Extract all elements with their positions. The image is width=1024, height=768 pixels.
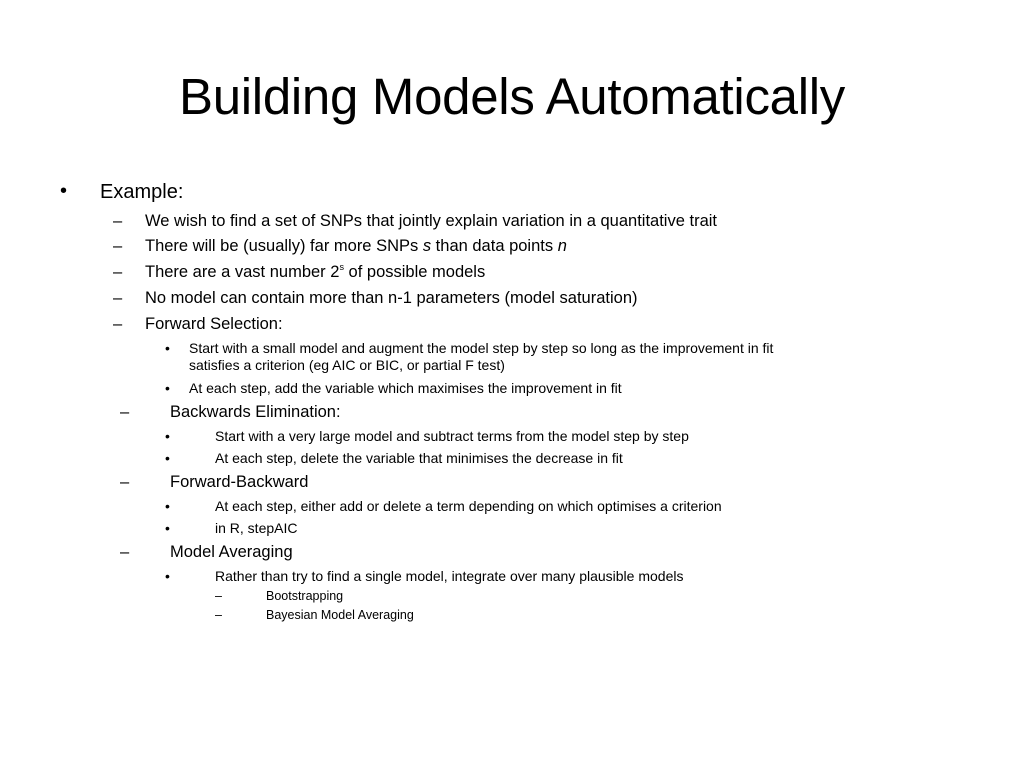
item-fs-each: At each step, add the variable which maximises the improvement in fit bbox=[189, 380, 622, 396]
item-be-start: Start with a very large model and subtract terms from the model step by step bbox=[215, 428, 689, 444]
dash-marker: – bbox=[113, 263, 123, 281]
item-be-each: At each step, delete the variable that minimises the decrease in fit bbox=[215, 450, 623, 466]
variable-n: n bbox=[557, 237, 567, 255]
bullet-marker: • bbox=[165, 450, 170, 466]
text-segment: than data points bbox=[431, 237, 558, 255]
item-ma-rather: Rather than try to find a single model, integrate over many plausible models bbox=[215, 568, 684, 584]
dash-marker: – bbox=[113, 237, 123, 255]
bullet-marker: • bbox=[60, 180, 68, 202]
variable-s: s bbox=[422, 237, 432, 255]
bullet-marker: • bbox=[165, 428, 170, 444]
item-forward-backward: Forward-Backward bbox=[170, 473, 309, 491]
item-backwards: Backwards Elimination: bbox=[170, 403, 341, 421]
dash-marker: – bbox=[113, 315, 123, 333]
item-bayesian: Bayesian Model Averaging bbox=[266, 608, 414, 622]
bullet-marker: • bbox=[165, 520, 170, 536]
item-bootstrapping: Bootstrapping bbox=[266, 589, 344, 603]
item-fs-start-line2: satisfies a criterion (eg AIC or BIC, or partial F test) bbox=[189, 357, 505, 373]
dash-marker: – bbox=[113, 212, 123, 230]
item-example: Example: bbox=[100, 181, 184, 203]
item-no-model: No model can contain more than n-1 parameters (model saturation) bbox=[145, 289, 638, 307]
item-more-snps bbox=[145, 237, 567, 256]
bullet-marker: • bbox=[165, 380, 170, 396]
item-vast-number bbox=[145, 263, 485, 282]
dash-marker: – bbox=[215, 589, 222, 603]
superscript-s: s bbox=[339, 262, 344, 273]
item-fs-start-line1: Start with a small model and augment the model step by step so long as the improvement in fit bbox=[189, 340, 774, 356]
dash-marker: – bbox=[120, 543, 130, 561]
item-wish-find: We wish to find a set of SNPs that jointly explain variation in a quantitative trait bbox=[145, 212, 717, 230]
dash-marker: – bbox=[120, 403, 130, 421]
dash-marker: – bbox=[113, 289, 123, 307]
slide-title: Building Models Automatically bbox=[179, 68, 845, 125]
text-segment: There are a vast number 2 bbox=[145, 263, 340, 281]
bullet-marker: • bbox=[165, 340, 170, 356]
bullet-marker: • bbox=[165, 498, 170, 514]
item-fb-each: At each step, either add or delete a term depending on which optimises a criterion bbox=[215, 498, 722, 514]
bullet-marker: • bbox=[165, 568, 170, 584]
item-forward-selection: Forward Selection: bbox=[145, 315, 283, 333]
item-fb-r: in R, stepAIC bbox=[215, 520, 298, 536]
item-model-averaging: Model Averaging bbox=[170, 543, 293, 561]
dash-marker: – bbox=[215, 608, 222, 622]
dash-marker: – bbox=[120, 473, 130, 491]
text-segment: There will be (usually) far more SNPs bbox=[145, 237, 423, 255]
text-segment: of possible models bbox=[343, 263, 486, 281]
